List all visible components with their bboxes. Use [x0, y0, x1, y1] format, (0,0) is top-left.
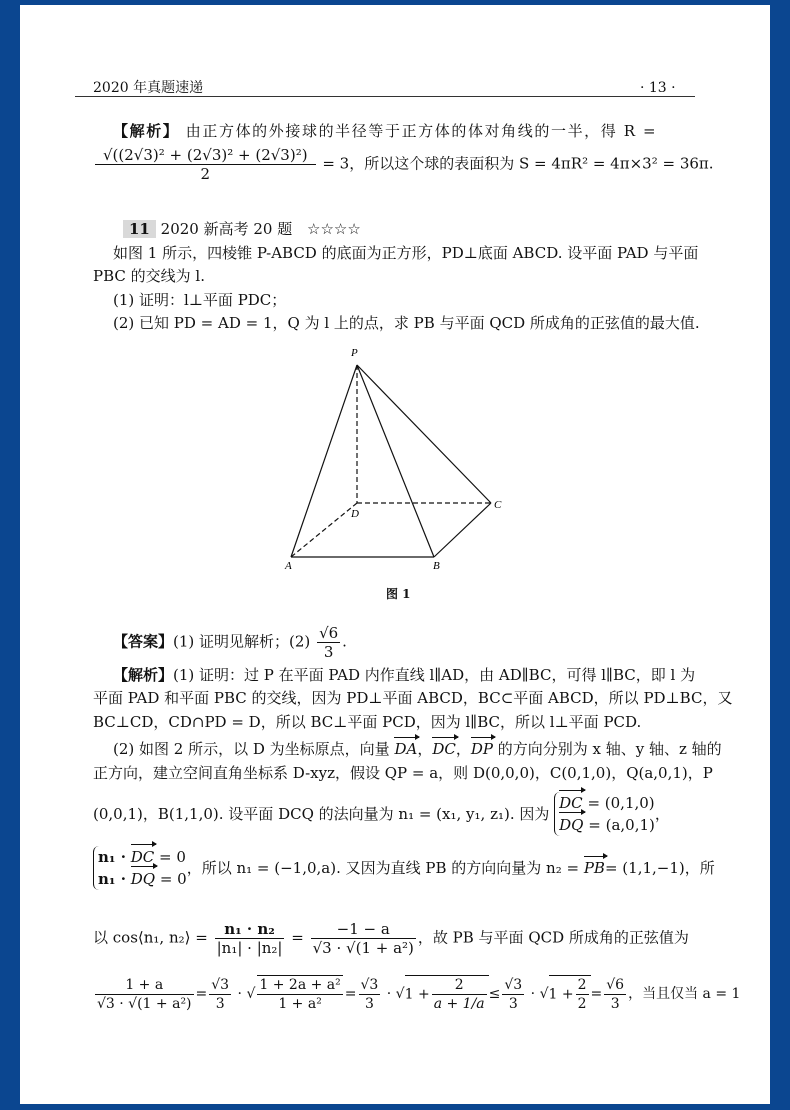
text: 由正方体的外接球的半径等于正方体的体对角线的一半，得 R = — [185, 122, 658, 140]
system-row — [98, 868, 187, 890]
denominator: a + 1/a — [433, 996, 485, 1012]
text: n₁ · — [98, 870, 126, 888]
running-header: 2020 年真题速递 — [93, 80, 204, 96]
pyramid-figure — [270, 340, 520, 580]
difficulty-stars: ☆☆☆☆ — [307, 220, 361, 238]
text: (0,0,1)，B(1,1,0). 设平面 DCQ 的法向量为 n₁ = (x₁, y₁, z₁). 因为 — [93, 805, 550, 823]
equation-system — [554, 792, 655, 836]
edge-PB — [357, 365, 434, 557]
prev-solution-line1 — [113, 121, 657, 141]
vector-DC: DC — [559, 794, 583, 812]
solution-line — [93, 846, 715, 890]
fraction — [209, 976, 231, 1013]
solution-label: 【解析】 — [113, 122, 180, 140]
text: ，所以 n₁ = (−1,0,a). 又因为直线 PB 的方向向量为 n₂ = — [186, 859, 580, 877]
text: (1) 证明见解析；(2) — [173, 632, 311, 651]
problem-header — [123, 219, 361, 239]
text: 以 cos⟨n₁, n₂⟩ = — [93, 928, 208, 947]
problem-line: PBC 的交线为 l. — [93, 267, 205, 285]
fraction — [576, 976, 589, 1013]
text: = 0 — [159, 870, 187, 888]
vector-DQ: DQ — [559, 816, 584, 834]
solution-line — [93, 792, 670, 836]
solution-line — [113, 665, 695, 685]
problem-line: 如图 1 所示，四棱锥 P-ABCD 的底面为正方形，PD⊥底面 ABCD. 设平面 PAD 与平面 — [113, 244, 699, 262]
text: (1) 证明：过 P 在平面 PAD 内作直线 l∥AD，由 AD∥BC，可得 l∥BC，即 l 为 — [173, 666, 696, 684]
fraction — [502, 976, 524, 1013]
denominator: 3 — [323, 643, 334, 661]
label-B: B — [433, 560, 440, 572]
text: · — [237, 986, 242, 1002]
text: = (a,0,1) — [588, 816, 655, 834]
numerator: n₁ · n₂ — [215, 920, 285, 939]
text: = — [590, 986, 603, 1002]
fraction — [215, 920, 285, 957]
text: ， — [654, 805, 670, 823]
fraction — [317, 624, 340, 661]
header-rule — [75, 96, 695, 97]
label-D: D — [351, 508, 359, 520]
numerator: √6 — [606, 976, 625, 993]
text: = — [195, 986, 208, 1002]
text: · — [386, 986, 392, 1002]
text: = (0,1,0) — [587, 794, 655, 812]
text: 1 + — [548, 986, 574, 1003]
edge-PA — [291, 365, 357, 557]
text: 的方向分别为 x 轴、y 轴、z 轴的 — [497, 740, 722, 758]
text: = — [344, 986, 357, 1002]
fraction — [257, 975, 342, 1013]
problem-number-badge: 11 — [123, 220, 156, 238]
text: = 3，所以这个球的表面积为 S = 4πR² = 4π×3² = 36π. — [322, 154, 714, 173]
denominator: 1 + a² — [278, 996, 322, 1012]
denominator: 2 — [577, 996, 587, 1012]
numerator: 2 — [577, 977, 587, 993]
text: . — [342, 632, 347, 651]
edge-BC — [434, 503, 491, 557]
edge-PC — [357, 365, 491, 503]
text: = — [291, 928, 304, 947]
numerator: √3 — [211, 976, 230, 993]
text: ， — [417, 740, 433, 758]
denominator: √3 · √(1 + a²) — [312, 939, 414, 957]
denominator: 2 — [200, 165, 211, 183]
text: · — [530, 986, 536, 1002]
label-P: P — [351, 347, 358, 359]
vector-DC: DC — [432, 740, 456, 758]
numerator: 1 + a — [95, 976, 194, 995]
problem-line: (2) 已知 PD = AD = 1，Q 为 l 上的点，求 PB 与平面 QCD 所成角的正弦值的最大值. — [113, 314, 700, 332]
fraction — [432, 976, 487, 1013]
numerator: √3 — [360, 976, 379, 993]
numerator: √6 — [319, 624, 339, 642]
vector-DA: DA — [394, 740, 418, 758]
equation-system — [93, 846, 187, 890]
vector-DC: DC — [130, 848, 155, 866]
denominator: 3 — [610, 995, 620, 1012]
fraction — [359, 976, 381, 1013]
text: 1 + — [404, 986, 430, 1003]
denominator: |n₁| · |n₂| — [216, 939, 283, 957]
system-row — [98, 846, 187, 868]
text: ， — [455, 740, 471, 758]
fraction — [95, 976, 194, 1013]
answer-line — [113, 624, 347, 661]
solution-line: 平面 PAD 和平面 PBC 的交线，因为 PD⊥平面 ABCD，BC⊂平面 ABCD，所以 PD⊥BC，又 — [93, 689, 733, 707]
numerator: 1 + 2a + a² — [259, 977, 341, 993]
text: n₁ · — [98, 848, 126, 866]
label-C: C — [494, 499, 502, 511]
text: ，故 PB 与平面 QCD 所成角的正弦值为 — [417, 928, 689, 947]
system-row — [559, 814, 655, 836]
solution-line — [113, 739, 722, 759]
denominator: 3 — [215, 995, 225, 1012]
numerator: −1 − a — [311, 920, 416, 939]
denominator: 3 — [508, 995, 518, 1012]
denominator: √3 · √(1 + a²) — [97, 995, 192, 1012]
solution-line: 正方向，建立空间直角坐标系 D-xyz，假设 QP = a，则 D(0,0,0)，C(0,1,0)，Q(a,0,1)，P — [93, 764, 713, 782]
text: = 0 — [159, 848, 186, 866]
fraction — [311, 920, 416, 957]
vector-PB: PB — [583, 859, 605, 877]
numerator: √3 — [504, 976, 523, 993]
problem-source: 2020 新高考 20 题 — [160, 220, 293, 238]
numerator: √((2√3)² + (2√3)² + (2√3)²) — [95, 146, 316, 165]
denominator: 3 — [364, 995, 374, 1012]
text: (2) 如图 2 所示，以 D 为坐标原点，向量 — [113, 740, 390, 758]
vector-DP: DP — [470, 740, 493, 758]
page-number: · 13 · — [640, 80, 676, 96]
figure-caption: 图 1 — [386, 587, 411, 601]
text: ≤ — [488, 986, 501, 1002]
text: ，当且仅当 a = 1 — [628, 986, 741, 1002]
numerator: 2 — [432, 976, 487, 995]
solution-line — [93, 920, 689, 957]
solution-line: $\frac{1 + a}{\text{√3 · √(1 + a²)}}$ = $\frac{√3}{3}$ · √ $\frac{\text{1 + 2a + a²}}{\text{1 + a²}}$ = $\frac{√3}{3}$ · √1 + $\frac{2}{a + 1/a}$ ≤ $\frac{√3}{3}$ · √1 + $\frac{2}{2}$ = $\frac{√6}{3}$ ，当且仅当 a = 1 — [97, 976, 741, 1012]
problem-line: (1) 证明：l⊥平面 PDC； — [113, 291, 287, 309]
prev-solution-line2 — [93, 146, 714, 183]
solution-line: BC⊥CD，CD∩PD = D，所以 BC⊥平面 PCD，因为 l∥BC，所以 l⊥平面 PCD. — [93, 713, 642, 731]
text: = (1,1,−1)，所 — [604, 859, 715, 877]
fraction — [95, 146, 316, 183]
fraction — [604, 976, 626, 1013]
solution-label: 【解析】 — [113, 666, 174, 684]
answer-label: 【答案】 — [113, 632, 174, 651]
system-row — [559, 792, 655, 814]
vector-DQ: DQ — [130, 870, 156, 888]
label-A: A — [285, 560, 292, 572]
